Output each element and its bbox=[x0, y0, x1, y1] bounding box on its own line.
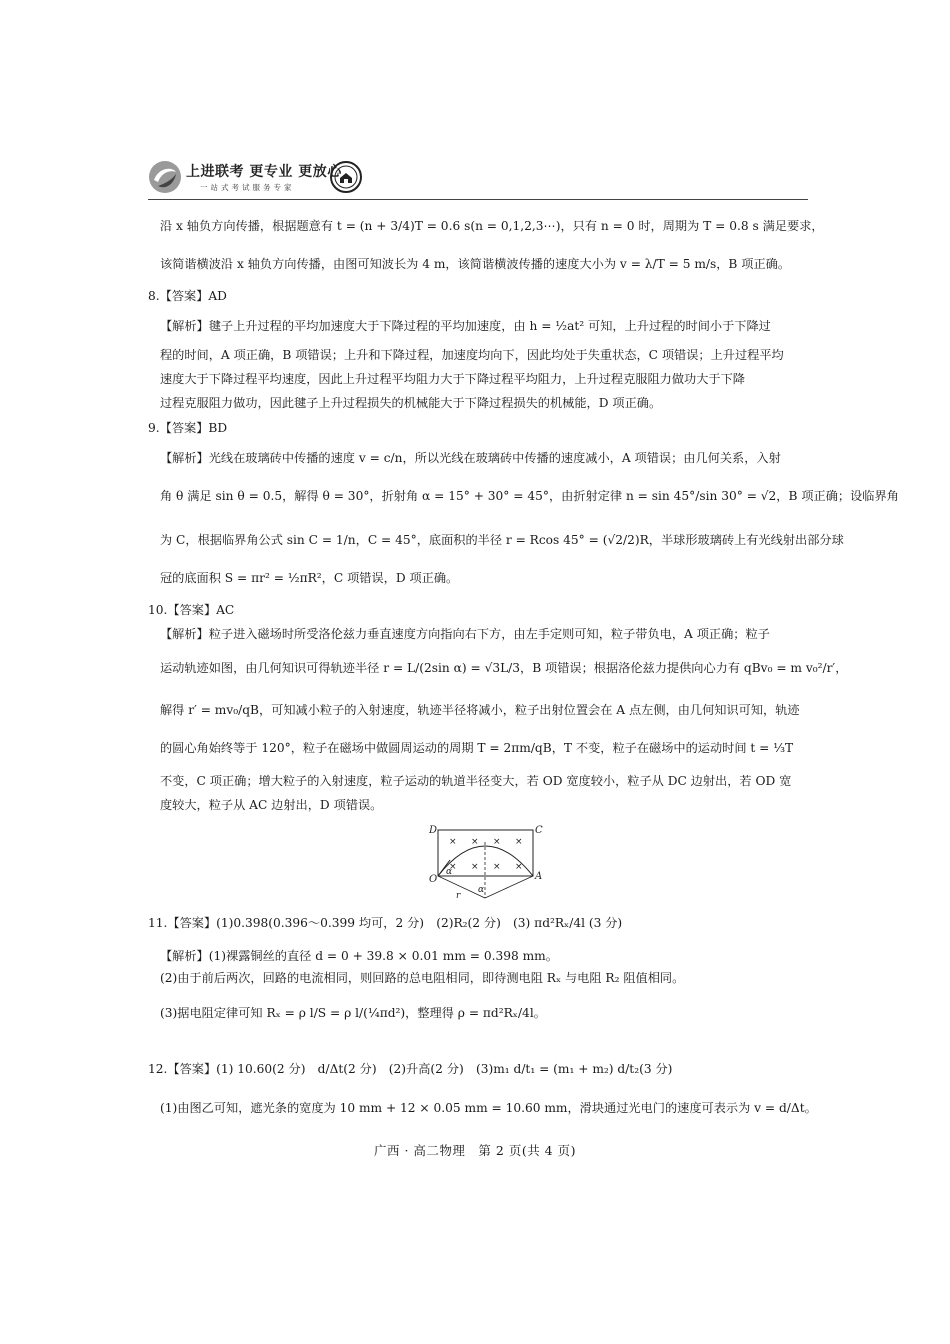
text-line: 解得 r′ = mv₀/qB，可知减小粒子的入射速度，轨迹半径将减小，粒子出射位置会在 A 点左侧，由几何知识可知，轨迹 bbox=[160, 703, 800, 717]
text-line: 过程克服阻力做功，因此毽子上升过程损失的机械能大于下降过程损失的机械能，D 项正确。 bbox=[160, 396, 662, 410]
text-line: 12.【答案】(1) 10.60(2 分) d/Δt(2 分) (2)升高(2 分) (3)m₁ d/t₁ = (m₁ + m₂) d/t₂(3 分) bbox=[148, 1062, 673, 1076]
text-line: 9.【答案】BD bbox=[148, 421, 228, 435]
text-line: 【解析】毽子上升过程的平均加速度大于下降过程的平均加速度，由 h = ½at² 可知，上升过程的时间小于下降过 bbox=[160, 319, 771, 333]
field-cross: × bbox=[493, 862, 501, 872]
header-logo bbox=[148, 158, 378, 198]
text-line: 运动轨迹如图，由几何知识可得轨迹半径 r = L/(2sin α) = √3L/3，B 项错误；根据洛伦兹力提供向心力有 qBv₀ = m v₀²/r′， bbox=[160, 661, 848, 675]
field-cross: × bbox=[515, 837, 523, 847]
field-cross: × bbox=[449, 862, 457, 872]
text-line: 该简谐横波沿 x 轴负方向传播，由图可知波长为 4 m，该简谐横波传播的速度大小为 v = λ/T = 5 m/s，B 项正确。 bbox=[160, 257, 791, 271]
text-line: 10.【答案】AC bbox=[148, 603, 235, 617]
text-line: 【解析】(1)裸露铜丝的直径 d = 0 + 39.8 × 0.01 mm = 0.398 mm。 bbox=[160, 949, 558, 963]
text-line: (2)由于前后两次，回路的电流相同，则回路的总电阻相同，即待测电阻 Rₓ 与电阻 R₂ 阻值相同。 bbox=[160, 971, 685, 985]
text-line: 沿 x 轴负方向传播，根据题意有 t = (n + 3/4)T = 0.6 s(n = 0,1,2,3⋯)，只有 n = 0 时，周期为 T = 0.8 s 满足要求， bbox=[160, 219, 824, 233]
text-line: (3)据电阻定律可知 Rₓ = ρ l/S = ρ l/(¼πd²)，整理得 ρ = πd²Rₓ/4l。 bbox=[160, 1006, 546, 1020]
text-line: 【解析】粒子进入磁场时所受洛伦兹力垂直速度方向指向右下方，由左手定则可知，粒子带负电，A 项正确；粒子 bbox=[160, 627, 770, 641]
magnetic-field-diagram bbox=[420, 820, 550, 900]
text-line: 度较大，粒子从 AC 边射出，D 项错误。 bbox=[160, 798, 383, 812]
label-A: A bbox=[535, 871, 543, 882]
field-cross: × bbox=[515, 862, 523, 872]
text-line: 不变，C 项正确；增大粒子的入射速度，粒子运动的轨道半径变大，若 OD 宽度较小，粒子从 DC 边射出，若 OD 宽 bbox=[160, 774, 792, 788]
field-cross: × bbox=[471, 837, 479, 847]
text-line: (1)由图乙可知，遮光条的宽度为 10 mm + 12 × 0.05 mm = 10.60 mm，滑块通过光电门的速度可表示为 v = d/Δt。 bbox=[160, 1101, 817, 1115]
brand-logo-icon bbox=[148, 160, 182, 194]
label-r: r bbox=[456, 891, 461, 900]
text-line: 程的时间，A 项正确，B 项错误；上升和下降过程，加速度均向下，因此均处于失重状态，C 项错误；上升过程平均 bbox=[160, 348, 784, 362]
page-footer: 广西 · 高二物理 第 2 页(共 4 页) bbox=[374, 1143, 576, 1158]
header-slogan: 上进联考 更专业 更放心 bbox=[186, 164, 342, 180]
text-line: 速度大于下降过程平均速度，因此上升过程平均阻力大于下降过程平均阻力，上升过程克服阻力做功大于下降 bbox=[160, 372, 745, 386]
field-cross: × bbox=[449, 837, 457, 847]
header-divider bbox=[148, 199, 808, 200]
text-line: 为 C，根据临界角公式 sin C = 1/n，C = 45°，底面积的半径 r = Rcos 45° = (√2/2)R，半球形玻璃砖上有光线射出部分球 bbox=[160, 533, 844, 547]
text-line: 的圆心角始终等于 120°，粒子在磁场中做圆周运动的周期 T = 2πm/qB，T 不变，粒子在磁场中的运动时间 t = ⅓T bbox=[160, 741, 794, 755]
label-alpha-center: α bbox=[478, 885, 485, 895]
text-line: 【解析】光线在玻璃砖中传播的速度 v = c/n，所以光线在玻璃砖中传播的速度减小，A 项错误；由几何关系，入射 bbox=[160, 451, 781, 465]
label-C: C bbox=[535, 825, 543, 836]
label-alpha: α bbox=[446, 867, 453, 877]
text-line: 8.【答案】AD bbox=[148, 289, 227, 303]
field-cross: × bbox=[471, 862, 479, 872]
label-D: D bbox=[429, 825, 438, 836]
label-O: O bbox=[429, 874, 438, 885]
text-line: 11.【答案】(1)0.398(0.396～0.399 均可，2 分) (2)R₂(2 分) (3) πd²Rₓ/4l (3 分) bbox=[148, 916, 623, 930]
seal-icon bbox=[330, 161, 362, 193]
text-line: 冠的底面积 S = πr² = ½πR²，C 项错误，D 项正确。 bbox=[160, 571, 459, 585]
field-cross: × bbox=[493, 837, 501, 847]
text-line: 角 θ 满足 sin θ = 0.5，解得 θ = 30°，折射角 α = 15° + 30° = 45°，由折射定律 n = sin 45°/sin 30° = √2，B 项正确；设临界角 bbox=[160, 489, 899, 503]
header-subtitle: 一站式考试服务专家 bbox=[200, 183, 295, 192]
